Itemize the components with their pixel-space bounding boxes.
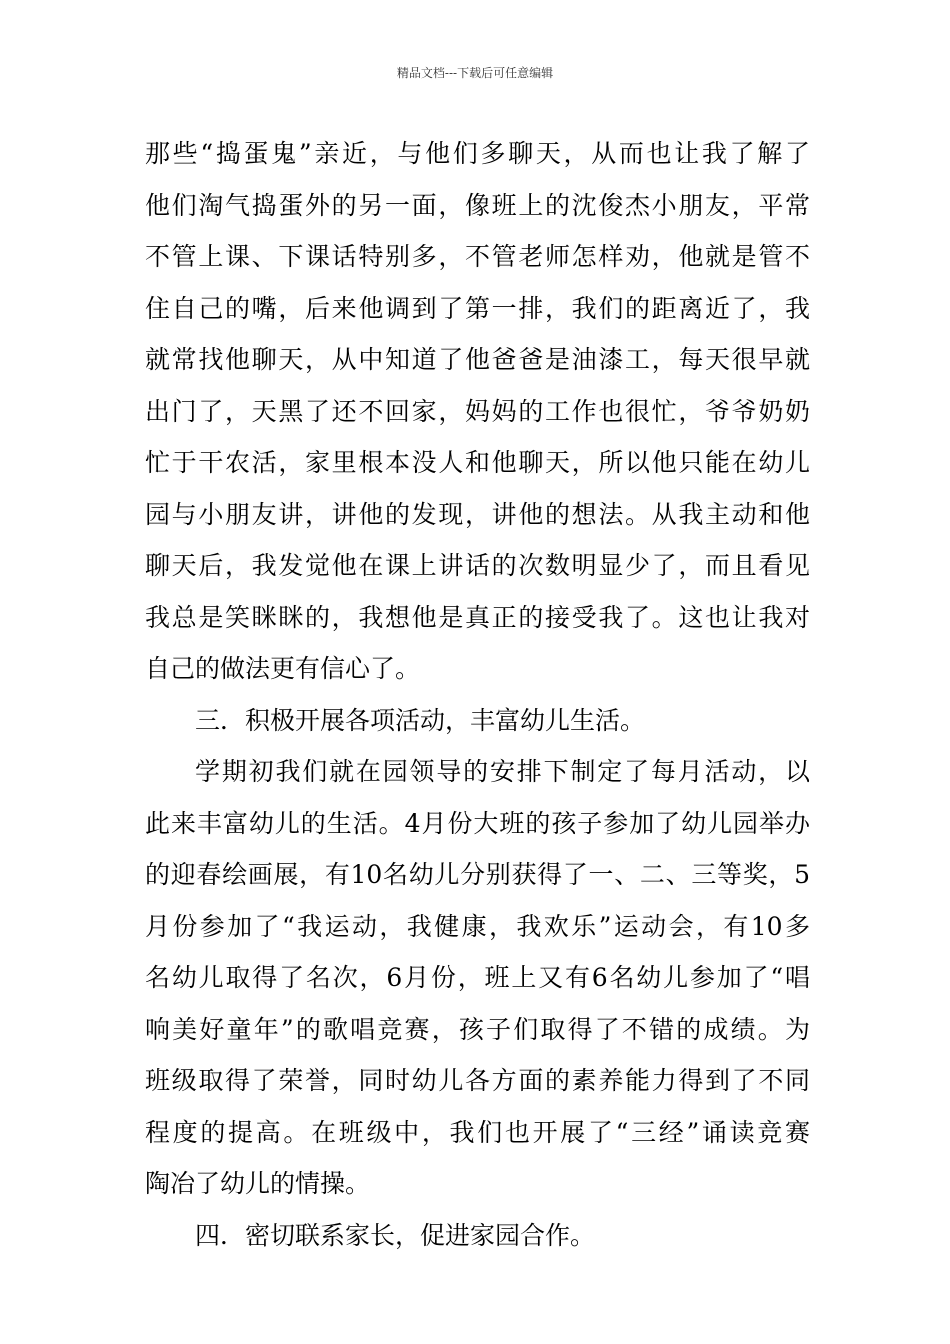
text-line: 住自己的嘴，后来他调到了第一排，我们的距离近了，我 (145, 293, 810, 323)
text-line: 聊天后，我发觉他在课上讲话的次数明显少了，而且看见 (145, 551, 810, 580)
text-line: 忙于干农活，家里根本没人和他聊天，所以他只能在幼儿 (145, 448, 810, 477)
text-line: 此来丰富幼儿的生活。4月份大班的孩子参加了幼儿园举办 (145, 808, 810, 838)
text-line: 就常找他聊天，从中知道了他爸爸是油漆工，每天很早就 (145, 345, 810, 374)
document-body (145, 128, 810, 1261)
text-line: 响美好童年”的歌唱竞赛，孩子们取得了不错的成绩。为 (145, 1014, 810, 1044)
text-line: 名幼儿取得了名次，6月份，班上又有6名幼儿参加了“唱 (145, 963, 810, 992)
text-line: 自己的做法更有信心了。 (145, 654, 421, 683)
page-header: 精品文档---下载后可任意编辑 (396, 66, 554, 80)
text-line: 月份参加了“我运动，我健康，我欢乐”运动会，有10多 (145, 911, 810, 941)
section-heading: 三．积极开展各项活动，丰富幼儿生活。 (195, 705, 646, 735)
text-line: 他们淘气捣蛋外的另一面，像班上的沈俊杰小朋友，平常 (145, 190, 810, 220)
text-line: 园与小朋友讲，讲他的发现，讲他的想法。从我主动和他 (145, 499, 810, 529)
text-line: 出门了，天黑了还不回家，妈妈的工作也很忙，爷爷奶奶 (145, 396, 810, 426)
text-line: 班级取得了荣誉，同时幼儿各方面的素养能力得到了不同 (145, 1066, 810, 1095)
section-heading: 四．密切联系家长，促进家园合作。 (195, 1220, 596, 1250)
text-line: 程度的提高。在班级中，我们也开展了“三经”诵读竞赛 (145, 1117, 810, 1147)
text-line: 的迎春绘画展，有10名幼儿分别获得了一、二、三等奖，5 (145, 860, 810, 889)
text-line: 那些“捣蛋鬼”亲近，与他们多聊天，从而也让我了解了 (145, 139, 810, 168)
text-line: 陶冶了幼儿的情操。 (145, 1169, 371, 1198)
text-line: 我总是笑眯眯的，我想他是真正的接受我了。这也让我对 (145, 602, 810, 632)
text-line: 学期初我们就在园领导的安排下制定了每月活动，以 (195, 757, 810, 786)
text-line: 不管上课、下课话特别多，不管老师怎样劝，他就是管不 (145, 242, 810, 271)
